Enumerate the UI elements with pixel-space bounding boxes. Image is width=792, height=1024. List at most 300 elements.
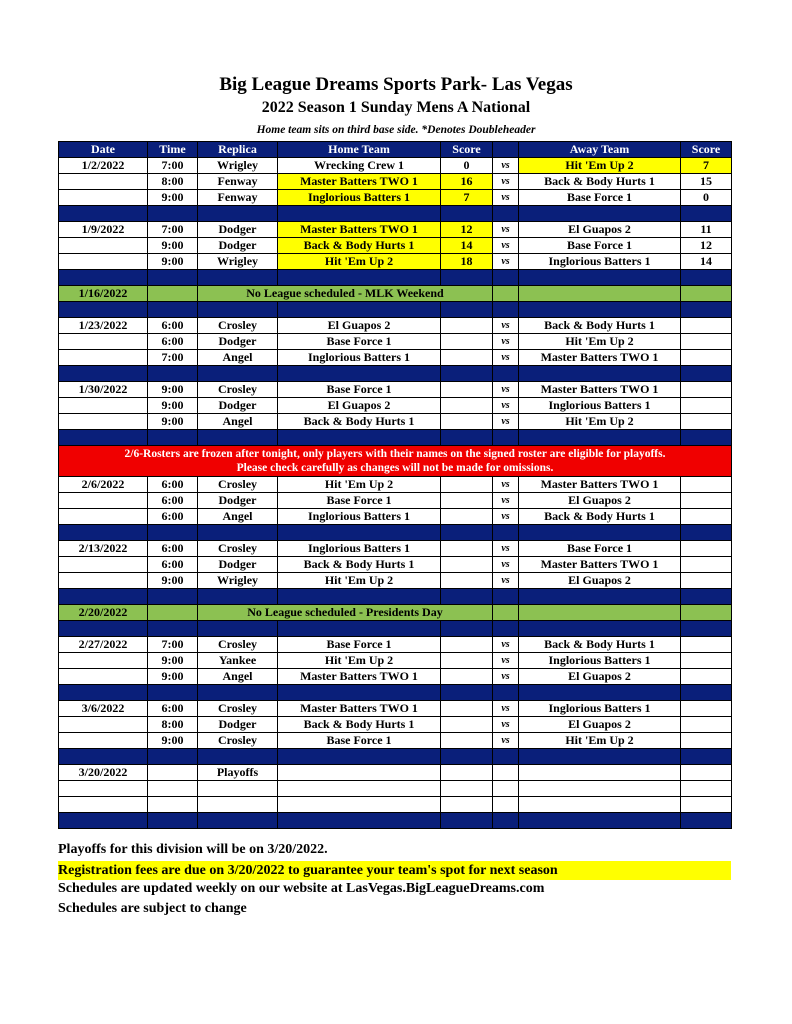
home-team-cell: Base Force 1: [278, 334, 441, 350]
away-team-cell: Hit 'Em Up 2: [519, 414, 681, 430]
game-row: [59, 653, 732, 669]
separator-cell: [519, 621, 681, 637]
separator-cell: [493, 270, 519, 286]
separator-cell: [148, 589, 198, 605]
away-team-cell: [519, 797, 681, 813]
separator-cell: [681, 589, 732, 605]
home-score-cell: 0: [441, 158, 493, 174]
game-row: [59, 414, 732, 430]
col-header-away-score: Score: [681, 142, 732, 158]
col-header-home-score: Score: [441, 142, 493, 158]
separator-cell: [198, 366, 278, 382]
replica-cell: Angel: [198, 350, 278, 366]
separator-cell: [493, 813, 519, 829]
home-team-cell: Back & Body Hurts 1: [278, 238, 441, 254]
replica-cell: Crosley: [198, 541, 278, 557]
date-cell: [59, 174, 148, 190]
game-row: [59, 493, 732, 509]
banner-line-1: 2/6-Rosters are frozen after tonight, only players with their names on the signed roster are eligible for playoffs.: [124, 448, 666, 460]
vs-cell: [493, 765, 519, 781]
separator-cell: [493, 206, 519, 222]
separator-cell: [681, 621, 732, 637]
home-score-cell: [441, 717, 493, 733]
replica-cell: Dodger: [198, 334, 278, 350]
separator-cell: [278, 206, 441, 222]
time-cell: 9:00: [148, 653, 198, 669]
separator-cell: [278, 813, 441, 829]
home-score-cell: [441, 573, 493, 589]
col-header-date: Date: [59, 142, 148, 158]
separator-cell: [493, 685, 519, 701]
replica-cell: Crosley: [198, 701, 278, 717]
date-cell: [59, 653, 148, 669]
game-row: [59, 222, 732, 238]
vs-cell: vs: [493, 174, 519, 190]
replica-cell: Angel: [198, 669, 278, 685]
home-score-cell: [441, 637, 493, 653]
separator-cell: [681, 525, 732, 541]
away-score-cell: [681, 573, 732, 589]
home-team-cell: Hit 'Em Up 2: [278, 477, 441, 493]
separator-cell: [441, 621, 493, 637]
separator-cell: [148, 621, 198, 637]
away-team-cell: Hit 'Em Up 2: [519, 733, 681, 749]
separator-cell: [681, 366, 732, 382]
separator-cell: [519, 685, 681, 701]
separator-cell: [519, 589, 681, 605]
separator-cell: [493, 525, 519, 541]
separator-cell: [519, 302, 681, 318]
separator-row: [59, 206, 732, 222]
away-team-cell: Master Batters TWO 1: [519, 477, 681, 493]
away-team-cell: [519, 781, 681, 797]
away-team-cell: El Guapos 2: [519, 669, 681, 685]
time-cell: 6:00: [148, 477, 198, 493]
vs-cell: vs: [493, 493, 519, 509]
game-row: [59, 158, 732, 174]
time-cell: [148, 605, 198, 621]
separator-cell: [441, 270, 493, 286]
separator-row: [59, 813, 732, 829]
home-score-cell: [441, 557, 493, 573]
separator-cell: [278, 302, 441, 318]
separator-cell: [278, 621, 441, 637]
date-cell: [59, 493, 148, 509]
time-cell: 6:00: [148, 557, 198, 573]
away-score-cell: [681, 541, 732, 557]
away-score-cell: [681, 286, 732, 302]
replica-cell: Dodger: [198, 493, 278, 509]
separator-cell: [493, 302, 519, 318]
replica-cell: Dodger: [198, 398, 278, 414]
separator-cell: [198, 589, 278, 605]
home-score-cell: 7: [441, 190, 493, 206]
vs-cell: vs: [493, 653, 519, 669]
vs-cell: [493, 797, 519, 813]
home-score-cell: [441, 509, 493, 525]
date-cell: [59, 334, 148, 350]
registration-fees-note: Registration fees are due on 3/20/2022 to guarantee your team's spot for next season: [58, 861, 731, 880]
date-cell: [59, 190, 148, 206]
away-team-cell: Base Force 1: [519, 238, 681, 254]
separator-cell: [519, 525, 681, 541]
time-cell: [148, 781, 198, 797]
away-score-cell: [681, 509, 732, 525]
game-row: [59, 398, 732, 414]
home-team-cell: [278, 765, 441, 781]
separator-cell: [681, 430, 732, 446]
date-cell: [59, 414, 148, 430]
page-subtitle: 2022 Season 1 Sunday Mens A National: [261, 99, 531, 116]
home-team-cell: Master Batters TWO 1: [278, 222, 441, 238]
home-team-cell: Hit 'Em Up 2: [278, 573, 441, 589]
away-team-cell: Inglorious Batters 1: [519, 254, 681, 270]
separator-cell: [59, 270, 148, 286]
home-team-cell: Back & Body Hurts 1: [278, 414, 441, 430]
separator-cell: [441, 302, 493, 318]
vs-cell: vs: [493, 573, 519, 589]
home-team-cell: El Guapos 2: [278, 398, 441, 414]
time-cell: [148, 765, 198, 781]
vs-cell: vs: [493, 350, 519, 366]
page-title: Big League Dreams Sports Park- Las Vegas: [219, 74, 573, 95]
away-team-cell: Hit 'Em Up 2: [519, 334, 681, 350]
date-cell: [59, 733, 148, 749]
no-league-text: No League scheduled - MLK Weekend: [198, 286, 493, 302]
separator-cell: [198, 302, 278, 318]
separator-cell: [59, 206, 148, 222]
replica-cell: Fenway: [198, 174, 278, 190]
time-cell: 9:00: [148, 254, 198, 270]
separator-row: [59, 685, 732, 701]
home-team-cell: Inglorious Batters 1: [278, 190, 441, 206]
vs-cell: [493, 286, 519, 302]
separator-cell: [198, 270, 278, 286]
date-cell: 1/16/2022: [59, 286, 148, 302]
vs-cell: vs: [493, 238, 519, 254]
vs-cell: vs: [493, 190, 519, 206]
time-cell: 8:00: [148, 717, 198, 733]
home-score-cell: [441, 797, 493, 813]
separator-cell: [519, 813, 681, 829]
away-score-cell: 0: [681, 190, 732, 206]
col-header-vs: [493, 142, 519, 158]
date-cell: [59, 238, 148, 254]
home-score-cell: [441, 781, 493, 797]
home-team-cell: Back & Body Hurts 1: [278, 717, 441, 733]
separator-cell: [681, 206, 732, 222]
roster-freeze-banner: [59, 446, 732, 477]
playoffs-note: Playoffs for this division will be on 3/20/2022.: [58, 842, 328, 857]
separator-cell: [198, 685, 278, 701]
separator-cell: [198, 525, 278, 541]
replica-cell: [198, 797, 278, 813]
time-cell: 9:00: [148, 238, 198, 254]
date-cell: [59, 350, 148, 366]
separator-cell: [148, 749, 198, 765]
game-row: [59, 637, 732, 653]
date-cell: [59, 669, 148, 685]
date-cell: 1/23/2022: [59, 318, 148, 334]
website-note: Schedules are updated weekly on our website at LasVegas.BigLeagueDreams.com: [58, 881, 545, 896]
col-header-home-team: Home Team: [278, 142, 441, 158]
vs-cell: [493, 781, 519, 797]
date-cell: [59, 509, 148, 525]
game-row: [59, 477, 732, 493]
time-cell: 7:00: [148, 158, 198, 174]
home-score-cell: 16: [441, 174, 493, 190]
home-score-cell: [441, 414, 493, 430]
separator-cell: [198, 813, 278, 829]
vs-cell: vs: [493, 557, 519, 573]
separator-row: [59, 589, 732, 605]
away-score-cell: [681, 797, 732, 813]
separator-cell: [59, 525, 148, 541]
game-row: [59, 797, 732, 813]
time-cell: 9:00: [148, 733, 198, 749]
home-score-cell: 12: [441, 222, 493, 238]
vs-cell: vs: [493, 254, 519, 270]
separator-cell: [148, 302, 198, 318]
separator-cell: [278, 366, 441, 382]
vs-cell: vs: [493, 382, 519, 398]
separator-cell: [441, 430, 493, 446]
date-cell: 1/2/2022: [59, 158, 148, 174]
home-team-cell: [278, 797, 441, 813]
banner-line-2: Please check carefully as changes will not be made for omissions.: [236, 462, 554, 474]
separator-row: [59, 366, 732, 382]
date-cell: [59, 254, 148, 270]
away-score-cell: [681, 669, 732, 685]
away-team-cell: Inglorious Batters 1: [519, 653, 681, 669]
separator-cell: [59, 621, 148, 637]
away-score-cell: [681, 557, 732, 573]
home-team-cell: Hit 'Em Up 2: [278, 653, 441, 669]
separator-cell: [59, 589, 148, 605]
away-score-cell: [681, 477, 732, 493]
away-score-cell: [681, 334, 732, 350]
separator-cell: [278, 589, 441, 605]
game-row: [59, 190, 732, 206]
date-cell: 1/30/2022: [59, 382, 148, 398]
separator-cell: [148, 813, 198, 829]
date-cell: 2/6/2022: [59, 477, 148, 493]
time-cell: 8:00: [148, 174, 198, 190]
col-header-away-team: Away Team: [519, 142, 681, 158]
away-score-cell: 14: [681, 254, 732, 270]
home-team-cell: Base Force 1: [278, 733, 441, 749]
col-header-time: Time: [148, 142, 198, 158]
time-cell: 9:00: [148, 398, 198, 414]
away-team-cell: Base Force 1: [519, 541, 681, 557]
away-team-cell: Base Force 1: [519, 190, 681, 206]
separator-cell: [519, 270, 681, 286]
away-score-cell: [681, 605, 732, 621]
separator-cell: [493, 621, 519, 637]
replica-cell: Dodger: [198, 238, 278, 254]
vs-cell: [493, 605, 519, 621]
time-cell: 9:00: [148, 414, 198, 430]
vs-cell: vs: [493, 717, 519, 733]
separator-row: [59, 270, 732, 286]
separator-cell: [148, 685, 198, 701]
separator-row: [59, 621, 732, 637]
replica-cell: Crosley: [198, 318, 278, 334]
separator-cell: [493, 749, 519, 765]
game-row: [59, 318, 732, 334]
away-score-cell: [681, 701, 732, 717]
vs-cell: vs: [493, 701, 519, 717]
away-team-cell: [519, 765, 681, 781]
time-cell: 6:00: [148, 334, 198, 350]
home-team-cell: Back & Body Hurts 1: [278, 557, 441, 573]
separator-cell: [278, 270, 441, 286]
home-score-cell: [441, 541, 493, 557]
vs-cell: vs: [493, 318, 519, 334]
replica-cell: Playoffs: [198, 765, 278, 781]
separator-cell: [681, 813, 732, 829]
away-team-cell: El Guapos 2: [519, 717, 681, 733]
separator-cell: [278, 430, 441, 446]
home-score-cell: 14: [441, 238, 493, 254]
replica-cell: Wrigley: [198, 254, 278, 270]
separator-cell: [198, 749, 278, 765]
time-cell: 6:00: [148, 509, 198, 525]
game-row: [59, 781, 732, 797]
separator-cell: [441, 813, 493, 829]
vs-cell: vs: [493, 733, 519, 749]
home-team-cell: Master Batters TWO 1: [278, 669, 441, 685]
home-score-cell: 18: [441, 254, 493, 270]
game-row: [59, 765, 732, 781]
date-cell: [59, 573, 148, 589]
separator-cell: [59, 366, 148, 382]
replica-cell: Wrigley: [198, 158, 278, 174]
home-team-cell: Wrecking Crew 1: [278, 158, 441, 174]
time-cell: 6:00: [148, 541, 198, 557]
date-cell: 2/13/2022: [59, 541, 148, 557]
separator-cell: [519, 206, 681, 222]
separator-row: [59, 430, 732, 446]
date-cell: [59, 557, 148, 573]
separator-cell: [198, 430, 278, 446]
separator-cell: [278, 749, 441, 765]
time-cell: 7:00: [148, 222, 198, 238]
game-row: [59, 573, 732, 589]
separator-cell: [493, 589, 519, 605]
date-cell: 1/9/2022: [59, 222, 148, 238]
schedule-table: [58, 141, 732, 829]
replica-cell: Angel: [198, 414, 278, 430]
game-row: [59, 254, 732, 270]
separator-row: [59, 749, 732, 765]
away-team-cell: [519, 605, 681, 621]
date-cell: [59, 781, 148, 797]
home-score-cell: [441, 733, 493, 749]
separator-cell: [441, 525, 493, 541]
replica-cell: Dodger: [198, 557, 278, 573]
time-cell: [148, 286, 198, 302]
game-row: [59, 733, 732, 749]
no-league-row: [59, 605, 732, 621]
game-row: [59, 669, 732, 685]
separator-cell: [148, 366, 198, 382]
replica-cell: Crosley: [198, 382, 278, 398]
vs-cell: vs: [493, 414, 519, 430]
away-score-cell: [681, 382, 732, 398]
separator-cell: [519, 749, 681, 765]
away-team-cell: Master Batters TWO 1: [519, 350, 681, 366]
subject-to-change-note: Schedules are subject to change: [58, 901, 247, 916]
replica-cell: Crosley: [198, 637, 278, 653]
vs-cell: vs: [493, 158, 519, 174]
replica-cell: Dodger: [198, 717, 278, 733]
separator-cell: [198, 206, 278, 222]
away-score-cell: [681, 350, 732, 366]
separator-cell: [148, 206, 198, 222]
game-row: [59, 557, 732, 573]
away-team-cell: Back & Body Hurts 1: [519, 509, 681, 525]
home-team-cell: Inglorious Batters 1: [278, 541, 441, 557]
away-score-cell: 11: [681, 222, 732, 238]
home-team-cell: Hit 'Em Up 2: [278, 254, 441, 270]
separator-cell: [519, 366, 681, 382]
home-score-cell: [441, 477, 493, 493]
home-team-cell: Base Force 1: [278, 493, 441, 509]
home-team-cell: Master Batters TWO 1: [278, 174, 441, 190]
away-score-cell: [681, 733, 732, 749]
vs-cell: vs: [493, 398, 519, 414]
away-score-cell: [681, 398, 732, 414]
away-score-cell: [681, 318, 732, 334]
date-cell: 3/6/2022: [59, 701, 148, 717]
time-cell: 9:00: [148, 382, 198, 398]
home-score-cell: [441, 669, 493, 685]
separator-cell: [681, 270, 732, 286]
no-league-row: [59, 286, 732, 302]
away-team-cell: Master Batters TWO 1: [519, 557, 681, 573]
away-team-cell: El Guapos 2: [519, 493, 681, 509]
separator-cell: [59, 302, 148, 318]
separator-cell: [148, 525, 198, 541]
col-header-replica: Replica: [198, 142, 278, 158]
vs-cell: vs: [493, 669, 519, 685]
game-row: [59, 717, 732, 733]
away-score-cell: [681, 637, 732, 653]
separator-cell: [278, 685, 441, 701]
time-cell: 9:00: [148, 573, 198, 589]
away-score-cell: 15: [681, 174, 732, 190]
no-league-text: No League scheduled - Presidents Day: [198, 605, 493, 621]
home-team-note: Home team sits on third base side. *Denotes Doubleheader: [256, 124, 536, 136]
separator-cell: [519, 430, 681, 446]
replica-cell: Crosley: [198, 733, 278, 749]
away-score-cell: [681, 717, 732, 733]
separator-cell: [441, 366, 493, 382]
vs-cell: vs: [493, 334, 519, 350]
separator-row: [59, 302, 732, 318]
separator-cell: [198, 621, 278, 637]
separator-cell: [59, 430, 148, 446]
home-score-cell: [441, 701, 493, 717]
away-score-cell: 12: [681, 238, 732, 254]
away-team-cell: Back & Body Hurts 1: [519, 174, 681, 190]
away-score-cell: [681, 765, 732, 781]
replica-cell: [198, 781, 278, 797]
separator-cell: [681, 685, 732, 701]
away-team-cell: Master Batters TWO 1: [519, 382, 681, 398]
home-team-cell: Base Force 1: [278, 382, 441, 398]
